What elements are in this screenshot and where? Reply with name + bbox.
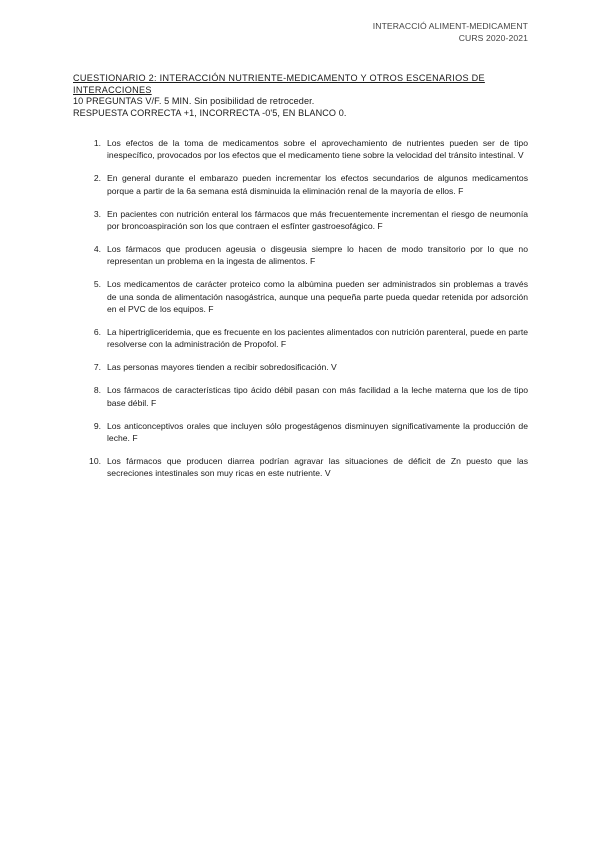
instructions-line-2: RESPUESTA CORRECTA +1, INCORRECTA -0'5, EN BLANCO 0. [73, 107, 347, 118]
question-item [73, 137, 528, 162]
question-text: Los fármacos que producen diarrea podrían agravar las situaciones de déficit de Zn puesto que las secreciones intestinales son muy ricas en este nutriente. V [107, 455, 528, 479]
question-number: 2. [93, 173, 101, 184]
question-number: 9. [93, 420, 101, 431]
document-body [73, 73, 528, 490]
question-number: 3. [93, 208, 101, 219]
question-item [73, 208, 528, 233]
question-text: Los fármacos de características tipo ácido débil pasan con más facilidad a la leche materna que los de tipo base débil. F [107, 385, 528, 408]
question-text: Los medicamentos de carácter proteico como la albúmina pueden ser administrados sin problemas a través de una sonda de alimentación nasogástrica, aunque una pequeña parte pueda quedar retenida por adsorción en el PVC de los equipos. F [107, 279, 528, 315]
question-text: En general durante el embarazo pueden incrementar los efectos secundarios de algunos medicamentos porque a partir de la 6a semana está disminuida la eliminación renal de la mayoría de ellos. F [107, 173, 528, 196]
question-text: Los fármacos que producen ageusia o disgeusia siempre lo hacen de modo transitorio por lo que no representan un problema en la ingesta de alimentos. F [107, 243, 528, 267]
question-item [73, 420, 528, 445]
question-number: 8. [93, 385, 101, 396]
question-text: Los efectos de la toma de medicamentos sobre el aprovechamiento de nutrientes pueden ser de tipo inespecífico, provocados por los efectos que el medicamento tiene sobre la velocidad del tránsito intestinal. V [107, 138, 528, 161]
question-number: 6. [93, 326, 101, 337]
question-item [73, 243, 528, 268]
question-number: 5. [93, 279, 101, 290]
question-item [73, 278, 528, 315]
question-number: 10. [89, 455, 101, 466]
question-text: La hipertrigliceridemia, que es frecuente en los pacientes alimentados con nutrición parenteral, puede en parte resolverse con la administración de Propofol. F [107, 326, 528, 350]
question-text: Los anticonceptivos orales que incluyen sólo progestágenos disminuyen significativamente la producción de leche. F [107, 420, 528, 443]
course-title: INTERACCIÓ ALIMENT-MEDICAMENT [372, 21, 528, 31]
question-text: Las personas mayores tienden a recibir sobredosificación. V [107, 362, 337, 373]
question-number: 7. [93, 362, 101, 373]
question-item [73, 172, 528, 197]
question-item [73, 326, 528, 351]
question-item [73, 361, 528, 373]
instructions-line-1: 10 PREGUNTAS V/F. 5 MIN. Sin posibilidad de retroceder. [73, 96, 315, 106]
question-number: 1. [93, 138, 101, 148]
question-number: 4. [93, 243, 101, 254]
question-text: En pacientes con nutrición enteral los fármacos que más frecuentemente incrementan el riesgo de neumonía por broncoaspiración son los que contraen el esfínter gastroesofágico. F [107, 208, 528, 232]
question-list [73, 137, 528, 480]
page-header [373, 20, 528, 44]
question-item [73, 455, 528, 480]
course-year: CURS 2020-2021 [458, 33, 528, 43]
question-item [73, 384, 528, 409]
document-title: CUESTIONARIO 2: INTERACCIÓN NUTRIENTE-MEDICAMENTO Y OTROS ESCENARIOS DE INTERACCIONES [73, 73, 485, 95]
